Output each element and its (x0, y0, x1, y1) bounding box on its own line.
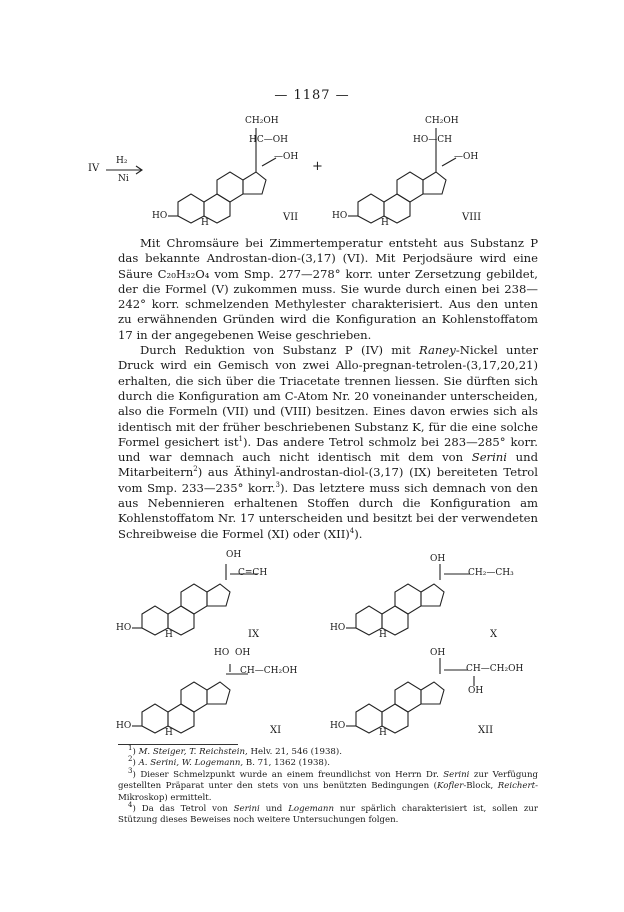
paragraph-2: Durch Reduktion von Substanz P (IV) mit Raney-Nickel unter Druck wird ein Gemisch von zwei Allo-pregnan-tetrolen-(3,17,20,21) erhalten, die sich über die Triacetate trennen liessen. Sie dürften sich durch die Konfiguration am C-Atom Nr. 20 voneinander unterscheiden, also die Formeln (VII) und (VIII) besitzen. Eines davon erwies sich als identisch mit der früher beschriebenen Substanz K, für die eine solche Formel gesichert ist$^1$). Das andere Tetrol schmolz bei 283—285° korr. und war demnach auch nicht identisch mit dem von Serini und Mitarbeitern$^2$) aus Äthinyl-androstan-diol-(3,17) (IX) bereiteten Tetrol vom Smp. 233—235° korr.$^3$). Das letztere muss sich demnach von den aus Nebennieren erhaltenen Stoffen durch die Konfiguration am Kohlenstoffatom Nr. 17 unterscheiden und besitzt bei der verwendeten Schreibweise die Formel (XI) oder (XII)$^4$). (118, 343, 538, 541)
viii-chain-3: —OH (454, 152, 479, 162)
footnote-2: $^2$) A. Serini, W. Logemann, B. 71, 1362 (1938). (128, 755, 330, 769)
xii-chain: CH—CH₂OH (466, 664, 524, 674)
plus-sign: + (312, 159, 323, 174)
serini-name: Serini (471, 450, 507, 465)
raney-name: Raney (419, 343, 456, 358)
steroid-skeleton-xii (346, 658, 474, 733)
main-text (118, 236, 538, 542)
viii-ho: HO (332, 211, 348, 221)
reagent-above: H₂ (116, 156, 128, 166)
fn-ref-1: 1 (238, 435, 243, 443)
fn-ref-4: 4 (349, 526, 355, 535)
xii-ho: HO (330, 721, 346, 731)
x-oh: OH (430, 554, 446, 564)
footnote-4: $^4$) Da das Tetrol von Serini und Logemann nur spärlich charakterisiert ist, sollen zur Stützung dieses Beweises noch weitere Untersuchungen folgen. (118, 801, 538, 826)
ix-ho: HO (116, 623, 132, 633)
label-xii: XII (478, 725, 494, 736)
ix-oh: OH (226, 550, 242, 560)
xi-ho: HO (116, 721, 132, 731)
x-h: H (379, 630, 387, 640)
paragraph-1: Mit Chromsäure bei Zimmertemperatur entsteht aus Substanz P das bekannte Androstan-dion-(3,17) (VI). Mit Perjodsäure wird eine Säure C₂₀H₃₂O₄ vom Smp. 277—278° korr. unter Zersetzung gebildet, der die Formel (V) zukommen muss. Sie wurde durch einen bei 238—242° korr. schmelzenden Methylester charakterisiert. Aus den unten zu erwähnenden Gründen wird die Konfiguration an Kohlenstoffatom 17 in der angegebenen Weise geschrieben. (118, 236, 538, 342)
label-vii: VII (283, 212, 299, 223)
vii-chain-2: HC—OH (249, 135, 288, 145)
xii-oh: OH (430, 648, 446, 658)
label-xi: XI (270, 725, 282, 736)
reactant-label: IV (88, 163, 100, 174)
viii-h: H (381, 218, 389, 228)
steroid-skeleton-xi (132, 664, 248, 733)
structures-bottom (0, 546, 624, 742)
x-chain: CH₂—CH₃ (468, 568, 514, 578)
ix-h: H (165, 630, 173, 640)
xi-chain: CH—CH₂OH (240, 666, 298, 676)
x-ho: HO (330, 623, 346, 633)
fn-ref-2: 2 (193, 465, 198, 474)
vii-chain-1: CH₂OH (245, 116, 279, 126)
reaction-scheme-top (0, 110, 624, 230)
steroid-structures-bottom (0, 546, 624, 742)
footnotes (118, 744, 538, 827)
xi-h: H (165, 728, 173, 738)
label-viii: VIII (462, 212, 482, 223)
xii-oh-below: OH (468, 686, 484, 696)
label-ix: IX (248, 629, 260, 640)
vii-chain-3: —OH (274, 152, 299, 162)
vii-h: H (201, 218, 209, 228)
ix-chain: C≡CH (238, 568, 268, 578)
xii-h: H (379, 728, 387, 738)
footnote-1: $^1$) M. Steiger, T. Reichstein, Helv. 21, 546 (1938). (128, 744, 342, 757)
xi-oh-pair: HO OH (214, 648, 251, 658)
vii-ho: HO (152, 211, 168, 221)
viii-chain-2: HO—CH (413, 135, 452, 145)
steroid-skeleton-x (346, 564, 470, 635)
label-x: X (490, 629, 498, 640)
fn-ref-3: 3 (275, 480, 280, 489)
footnote-rule (118, 744, 238, 745)
footnote-3: $^3$) Dieser Schmelzpunkt wurde an einem freundlichst von Herrn Dr. Serini zur Verfügung gestellten Präparat unter den stets von uns benützten Bedingungen (Kofler-Block, Reichert-Mikroskop) ermittelt. (118, 766, 538, 803)
reagent-below: Ni (118, 174, 129, 184)
page-number: — 1187 — (274, 88, 350, 103)
viii-chain-1: CH₂OH (425, 116, 459, 126)
